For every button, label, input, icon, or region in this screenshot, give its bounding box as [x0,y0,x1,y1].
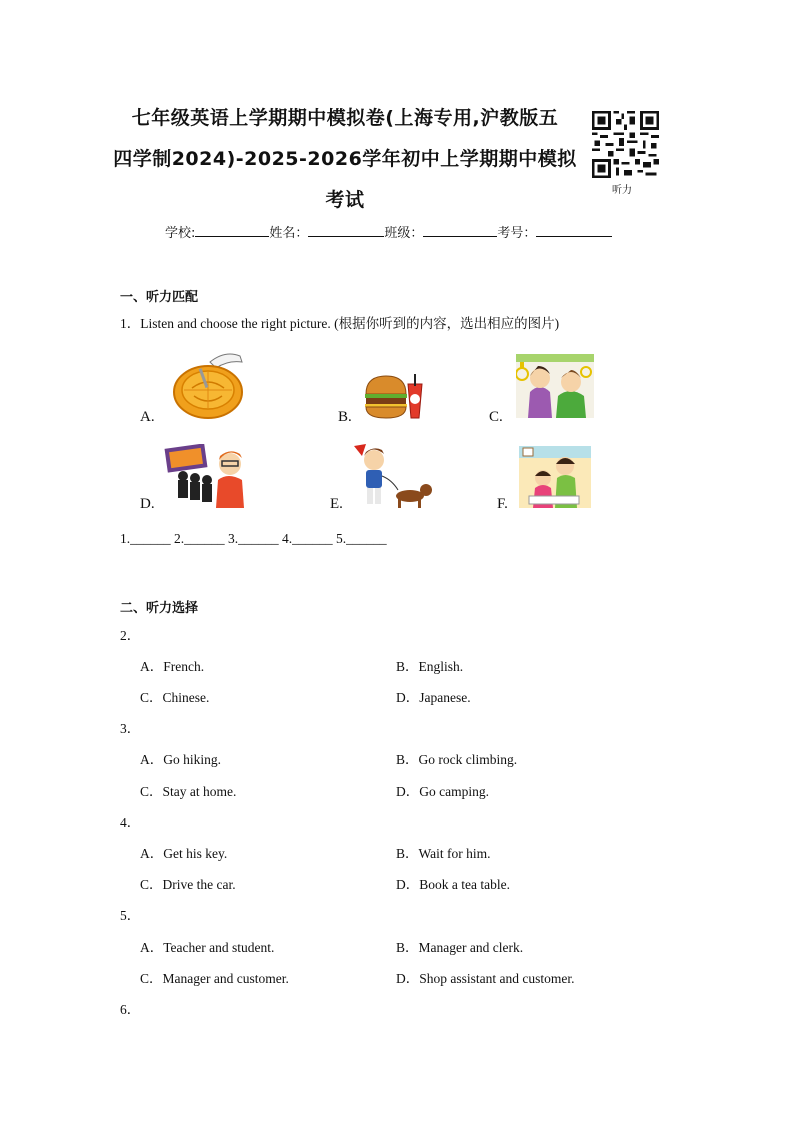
answer-blank-1[interactable]: 1.______ [120,531,171,546]
question-3-number: 3． [120,721,141,736]
q2-option-a[interactable]: A．French. [140,659,205,674]
qr-code-icon[interactable] [592,111,659,178]
title-line-2: 四学制2024)-2025-2026学年初中上学期期中模拟 [113,148,577,170]
q3-option-a[interactable]: A．Go hiking. [140,752,221,767]
q4-option-c[interactable]: C．Drive the car. [140,877,236,892]
picture-letter-a: A. [140,409,155,425]
picture-letter-c: C. [489,409,503,425]
name-label: 姓名： [269,226,309,241]
q5-option-d[interactable]: D．Shop assistant and customer. [396,971,575,986]
answer-blank-4[interactable]: 4.______ [282,531,333,546]
name-field[interactable] [308,224,384,237]
exam-no-field[interactable] [536,224,612,237]
picture-letter-f: F. [497,496,508,512]
q4-option-b[interactable]: B．Wait for him. [396,846,491,861]
answer-blanks [120,531,387,547]
q3-option-c[interactable]: C．Stay at home. [140,784,237,799]
exam-no-label: 考号： [497,226,537,241]
question-6-number: 6． [120,1002,141,1017]
boy-walking-dog-icon [352,440,436,510]
school-field[interactable] [195,224,269,237]
q5-option-a[interactable]: A．Teacher and student. [140,940,275,955]
q3-option-b[interactable]: B．Go rock climbing. [396,752,518,767]
q2-option-b[interactable]: B．English. [396,659,464,674]
picture-letter-b: B. [338,409,352,425]
answer-blank-3[interactable]: 3.______ [228,531,279,546]
burger-icon [362,372,424,422]
question-4-number: 4． [120,815,141,830]
section-1-heading: 一、听力匹配 [120,290,199,305]
q4-option-a[interactable]: A．Get his key. [140,846,228,861]
family-cooking-icon [519,446,591,508]
question-2-number: 2． [120,628,141,643]
question-5-number: 5． [120,908,141,923]
student-info-line [165,222,612,241]
qr-label: 听力 [612,185,632,196]
cinema-icon [164,444,244,508]
page-title [110,98,580,221]
q5-option-c[interactable]: C．Manager and customer. [140,971,289,986]
question-1: 1．Listen and choose the right picture. (根据你听到的内容，选出相应的图片) [120,316,560,331]
mooncake-icon [170,348,246,420]
title-line-1: 七年级英语上学期期中模拟卷(上海专用,沪教版五 [131,107,559,129]
answer-blank-5[interactable]: 5.______ [336,531,387,546]
picture-letter-d: D. [140,496,155,512]
class-field[interactable] [423,224,497,237]
q2-option-d[interactable]: D．Japanese. [396,690,471,705]
q2-option-c[interactable]: C．Chinese. [140,690,210,705]
class-label: 班级： [384,226,424,241]
people-chatting-icon [516,354,594,418]
q4-option-d[interactable]: D．Book a tea table. [396,877,510,892]
title-line-3: 考试 [325,189,365,211]
picture-letter-e: E. [330,496,343,512]
q5-option-b[interactable]: B．Manager and clerk. [396,940,524,955]
answer-blank-2[interactable]: 2.______ [174,531,225,546]
section-2-heading: 二、听力选择 [120,601,199,616]
q3-option-d[interactable]: D．Go camping. [396,784,489,799]
school-label: 学校: [165,226,196,241]
